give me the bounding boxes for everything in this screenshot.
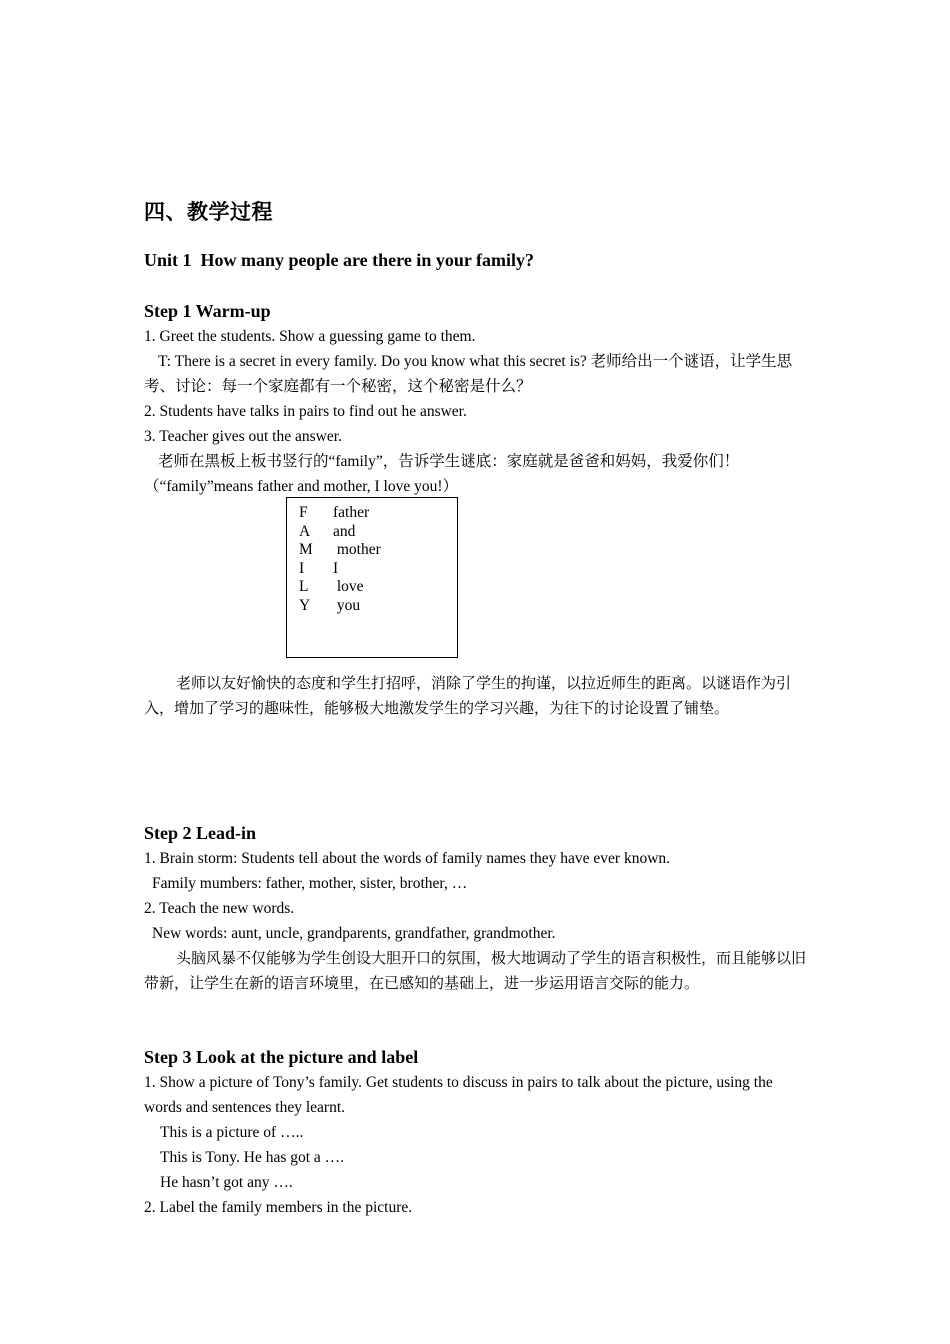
unit-title: Unit 1 How many people are there in your family? [144,250,534,270]
acrostic-letter: F [299,504,308,521]
step3-block [144,1044,808,1220]
step1-commentary: 老师以友好愉快的态度和学生打招呼，消除了学生的拘谨，以拉近师生的距离。以谜语作为引入，增加了学习的趣味性，能够极大地激发学生的学习兴趣，为往下的讨论设置了铺垫。 [144,676,792,717]
acrostic-letter: M [299,541,313,558]
step3-line-1: 1. Show a picture of Tony’s family. Get students to discuss in pairs to talk about the picture, using the words and sentences they learnt. [144,1074,777,1116]
step1-line-1: 1. Greet the students. Show a guessing game to them. [144,328,476,345]
acrostic-letter: Y [299,596,311,614]
acrostic-word: you [333,596,361,614]
acrostic-word: love [333,578,364,595]
acrostic-word: father [333,504,370,521]
step3-line-2: This is a picture of ….. [160,1124,304,1141]
step3-line-5: 2. Label the family members in the picture. [144,1199,413,1216]
acrostic-row [287,523,457,542]
acrostic-word: and [333,522,356,540]
acrostic-row [287,560,457,579]
step3-title: Step 3 Look at the picture and label [144,1047,419,1067]
acrostic-row [287,597,457,616]
step2-line-4: New words: aunt, uncle, grandparents, grandfather, grandmother. [152,925,556,942]
acrostic-row [287,504,457,523]
acrostic-letter: I [299,559,305,577]
step1-line-3: 2. Students have talks in pairs to find out he answer. [144,403,467,420]
step2-block [144,820,808,996]
step1-line-2: T: There is a secret in every family. Do you know what this secret is? 老师给出一个谜语，让学生思考、讨论：每一个家庭都有一个秘密，这个秘密是什么？ [144,353,793,395]
acrostic-row [287,541,457,560]
family-acrostic-box [286,497,458,658]
step1-title: Step 1 Warm-up [144,301,271,321]
step2-line-2: Family mumbers: father, mother, sister, brother, … [152,875,468,892]
acrostic-row [287,578,457,597]
section-heading: 四、教学过程 [144,200,273,224]
step1-line-4: 3. Teacher gives out the answer. [144,428,342,445]
step2-title: Step 2 Lead-in [144,823,257,843]
step1-line-5: 老师在黑板上板书竖行的“family”，告诉学生谜底：家庭就是爸爸和妈妈，我爱你们！（“family”means father and mother, I love you!） [144,453,740,495]
acrostic-word: I [333,559,339,577]
step2-commentary: 头脑风暴不仅能够为学生创设大胆开口的氛围，极大地调动了学生的语言积极性，而且能够以旧带新，让学生在新的语言环境里，在已感知的基础上，进一步运用语言交际的能力。 [144,949,807,992]
step2-line-1: 1. Brain storm: Students tell about the words of family names they have ever known. [144,850,671,867]
step3-line-3: This is Tony. He has got a …. [160,1149,345,1166]
step3-line-4: He hasn’t got any …. [160,1174,293,1191]
acrostic-letter: L [299,578,309,595]
acrostic-letter: A [299,522,311,540]
step1-block [144,298,808,499]
step2-line-3: 2. Teach the new words. [144,900,295,917]
acrostic-word: mother [333,541,381,558]
